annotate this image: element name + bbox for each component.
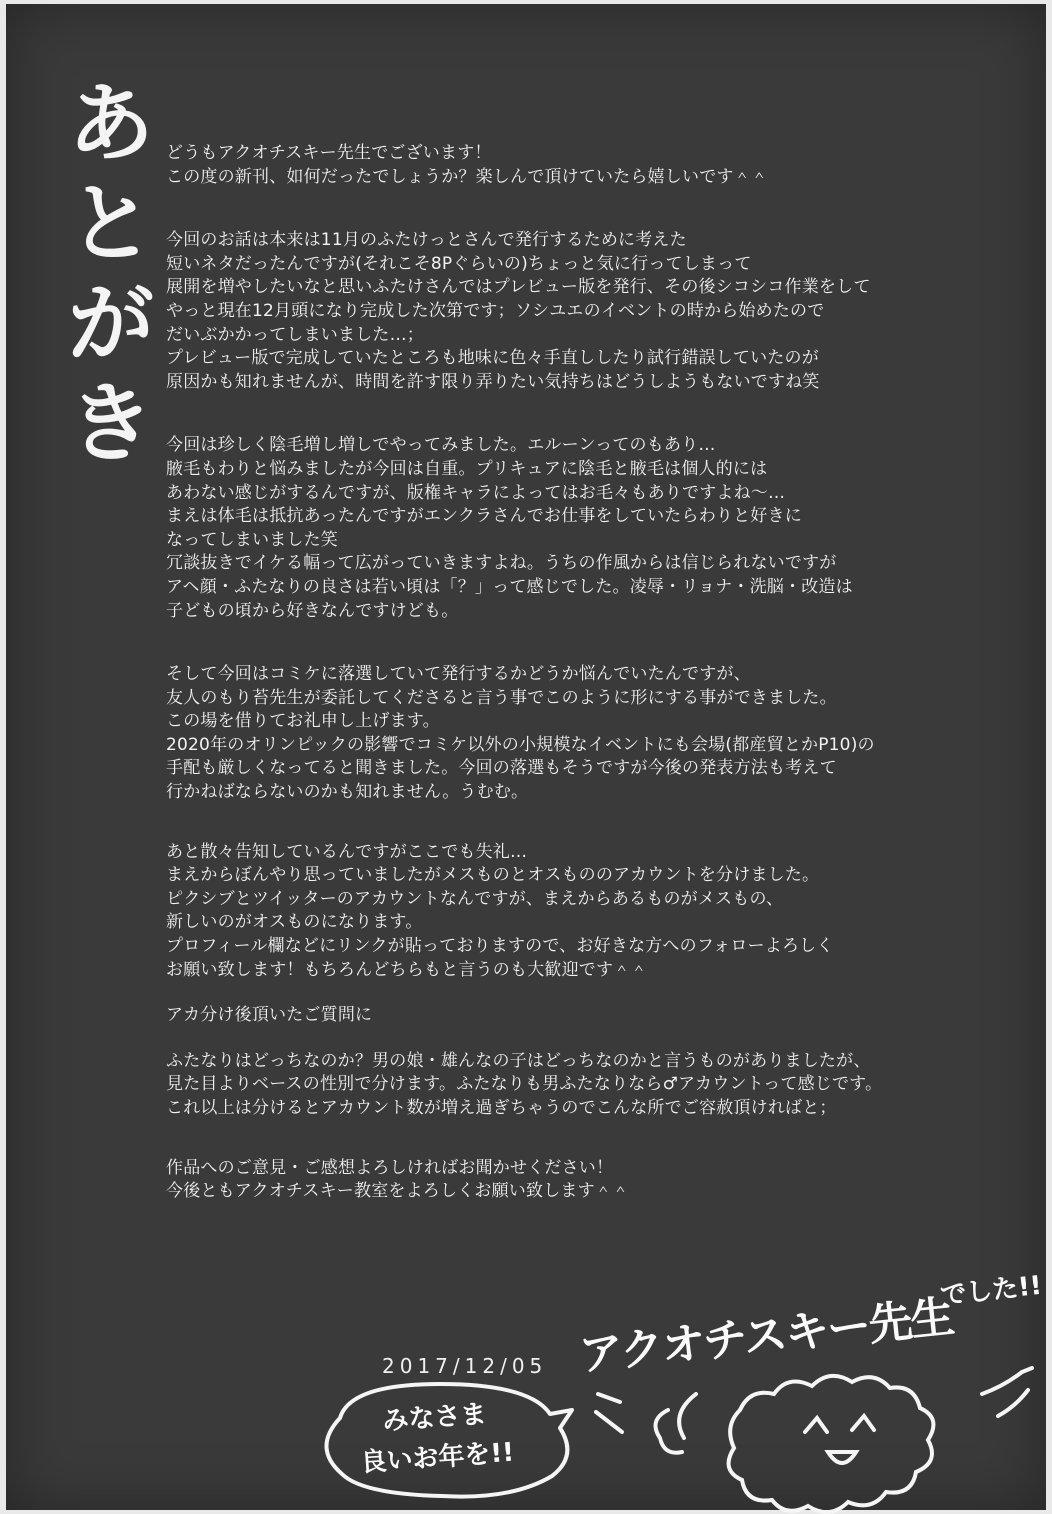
text-line: 2020年のオリンピックの影響でコミケ以外の小規模なイベントにも会場(都産貿とかP10)の xyxy=(166,734,875,755)
paragraph-accounts xyxy=(166,841,1036,983)
bubble-line: 良いお年を!! xyxy=(359,1437,516,1479)
afterword-body xyxy=(166,142,1036,1204)
text-line: 子どもの頃から好きなんですけども。 xyxy=(166,600,459,621)
afterword-title xyxy=(66,74,156,474)
text-line: 新しいのがオスものになります。 xyxy=(166,912,423,933)
text-line: この場を借りてお礼申し上げます。 xyxy=(166,711,440,732)
bubble-line: みなさま xyxy=(381,1399,488,1437)
title-char: が xyxy=(68,274,154,374)
text-line: 作品へのご意見・ご感想よろしければお聞かせください！ xyxy=(166,1157,614,1178)
text-line: アカ分け後頂いたご質問に xyxy=(166,1005,373,1026)
text-line: プレビュー版で完成していたところも地味に色々手直ししたり試行錯誤していたのが xyxy=(166,348,819,369)
text-line: 今回のお話は本来は11月のふたけっとさんで発行するために考えた xyxy=(166,230,687,251)
signature-name: アクオチスキー先生 xyxy=(576,1291,956,1382)
signature-tail: でした!! xyxy=(939,1270,1044,1312)
text-line: 腋毛もわりと悩みましたが今回は自重。プリキュアに陰毛と腋毛は個人的には xyxy=(166,458,768,479)
text-line: ピクシブとツイッターのアカウントなんですが、まえからあるものがメスもの、 xyxy=(166,888,784,909)
title-char: き xyxy=(68,374,154,474)
text-line: まえからぼんやり思っていましたがメスものとオスもののアカウントを分けました。 xyxy=(166,865,820,886)
paragraph-story xyxy=(166,229,1036,394)
text-line: 手配も厳しくなってると聞きました。今回の落選もそうですが今後の発表方法も考えて xyxy=(166,758,837,779)
text-line: 今回は珍しく陰毛増し増しでやってみました。エルーンってのもあり… xyxy=(166,435,716,456)
text-line: どうもアクオチスキー先生でございます！ xyxy=(166,143,492,163)
afterword-date: 2017/12/05 xyxy=(382,1354,548,1378)
paragraph-greeting xyxy=(166,142,1036,189)
text-line: 展開を増やしたいなと思いふたけさんではプレビュー版を発行、その後シコシコ作業をして xyxy=(166,277,871,298)
text-line: 行かねばならないのかも知れません。うむむ。 xyxy=(166,782,529,803)
text-line: やっと現在12月頭になり完成した次第です；ソシユエのイベントの時から始めたので xyxy=(166,300,825,321)
text-line: あと散々告知しているんですがここでも失礼… xyxy=(166,841,528,862)
paragraph-question-intro xyxy=(166,1004,1036,1028)
text-line: ふたなりはどっちなのか？男の娘・雄んなの子はどっちなのかと言うものがありましたが、 xyxy=(166,1050,871,1071)
title-char: と xyxy=(68,174,154,274)
paragraph-closing xyxy=(166,1157,1036,1204)
smiley-doodle-icon xyxy=(590,1350,1050,1514)
text-line: だいぶかかってしまいました…； xyxy=(166,324,424,345)
text-line: プロフィール欄などにリンクが貼っておりますので、お好きな方へのフォローよろしく xyxy=(166,936,834,957)
paragraph-comiket xyxy=(166,663,1036,805)
paragraph-art-style xyxy=(166,434,1036,623)
text-line: アヘ顔・ふたなりの良さは若い頃は「？」って感じでした。凌辱・リョナ・洗脳・改造は xyxy=(166,576,853,597)
text-line: お願い致します！もちろんどちらもと言うのも大歓迎です＾＾ xyxy=(166,959,648,980)
text-line: まえは体毛は抵抗あったんですがエンクラさんでお仕事をしていたらわりと好きに xyxy=(166,506,802,527)
paragraph-question-answer xyxy=(166,1050,1036,1121)
bubble-text xyxy=(333,1391,538,1485)
text-line: 見た目よりベースの性別で分けます。ふたなりも男ふたなりなら♂アカウントって感じです。 xyxy=(166,1074,883,1095)
text-line: そして今回はコミケに落選していて発行するかどうか悩んでいたんですが、 xyxy=(166,664,751,685)
text-line: なってしまいました笑 xyxy=(166,529,338,550)
text-line: 友人のもり苔先生が委託してくださると言う事でこのように形にする事ができました。 xyxy=(166,687,837,708)
text-line: この度の新刊、如何だったでしょうか？楽しんで頂けていたら嬉しいです＾＾ xyxy=(166,166,768,187)
text-line: 短いネタだったんですが(それこそ8Pぐらいの)ちょっと気に行ってしまって xyxy=(166,253,752,274)
text-line: 冗談抜きでイケる幅って広がっていきますよね。うちの作風からは信じられないですが xyxy=(166,553,837,574)
text-line: 原因かも知れませんが、時間を許す限り弄りたい気持ちはどうしようもないですね笑 xyxy=(166,371,820,392)
text-line: 今後ともアクオチスキー教室をよろしくお願い致します＾＾ xyxy=(166,1181,630,1202)
text-line: これ以上は分けるとアカウント数が増え過ぎちゃうのでこんな所でご容赦頂ければと； xyxy=(166,1098,837,1118)
text-line: あわない感じがするんですが、版権キャラによってはお毛々もありですよね～… xyxy=(166,482,786,503)
title-char: あ xyxy=(68,74,154,174)
